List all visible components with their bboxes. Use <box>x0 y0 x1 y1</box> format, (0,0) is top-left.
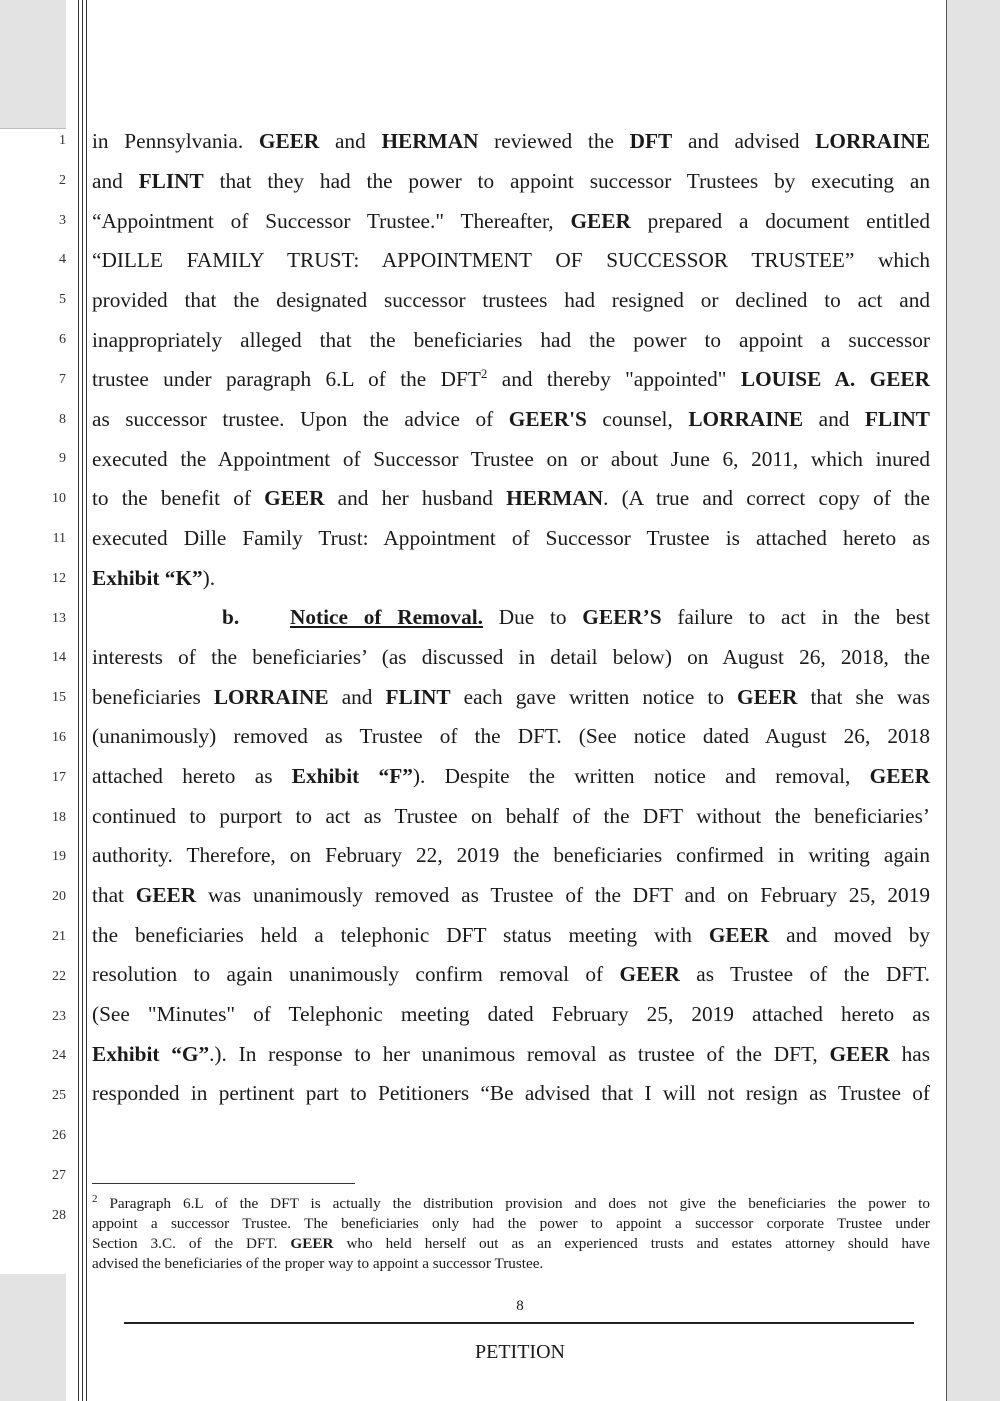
line-number: 25 <box>52 1088 66 1103</box>
footer-rule <box>124 1322 914 1324</box>
footnote-reference: 2 <box>480 366 488 381</box>
body-line-21: the beneficiaries held a telephonic DFT status meeting with GEER and moved by <box>92 923 930 947</box>
body-line-2: and FLINT that they had the power to appoint successor Trustees by executing an <box>92 169 931 193</box>
body-line-17: attached hereto as Exhibit “F”). Despite the written notice and removal, GEER <box>92 764 930 788</box>
line-number: 17 <box>52 770 66 785</box>
line-number: 11 <box>52 531 66 546</box>
body-line-11: executed Dille Family Trust: Appointment of Successor Trustee is attached hereto as <box>92 526 930 550</box>
line-number: 19 <box>52 849 66 864</box>
body-line-5: provided that the designated successor trustees had resigned or declined to act and <box>92 288 930 312</box>
body-line-9: executed the Appointment of Successor Trustee on or about June 6, 2011, which inured <box>92 447 930 471</box>
body-line-6: inappropriately alleged that the beneficiaries had the power to appoint a successor <box>92 328 930 352</box>
line-number: 27 <box>52 1168 66 1183</box>
line-number: 9 <box>59 451 66 466</box>
line-number: 12 <box>52 571 66 586</box>
line-number: 20 <box>52 889 66 904</box>
body-line-1: in Pennsylvania. GEER and HERMAN reviewed the DFT and advised LORRAINE <box>92 129 931 153</box>
body-line-13: b. Notice of Removal. Due to GEER’S failure to act in the best <box>222 605 930 629</box>
body-line-18: continued to purport to act as Trustee on behalf of the DFT without the beneficiaries’ <box>92 804 930 828</box>
line-number: 10 <box>52 491 66 506</box>
left-margin-line <box>82 0 83 1401</box>
body-line-23: (See "Minutes" of Telephonic meeting dated February 25, 2019 attached hereto as <box>92 1002 930 1026</box>
line-number: 6 <box>59 332 66 347</box>
line-number: 18 <box>52 810 66 825</box>
line-number: 8 <box>59 412 66 427</box>
line-number: 15 <box>52 690 66 705</box>
left-margin-line <box>86 0 87 1401</box>
line-number: 3 <box>59 213 66 228</box>
line-number: 7 <box>59 372 66 387</box>
line-number: 28 <box>52 1208 66 1223</box>
section-letter: b. <box>222 605 240 629</box>
left-margin-line <box>78 0 79 1401</box>
line-number: 22 <box>52 969 66 984</box>
body-line-7: trustee under paragraph 6.L of the DFT$^2$ and thereby "appointed" LOUISE A. GEER <box>92 366 930 391</box>
footnote-marker: 2 <box>92 1193 98 1205</box>
line-number: 21 <box>52 929 66 944</box>
body-line-24: Exhibit “G”.). In response to her unanimous removal as trustee of the DFT, GEER has <box>92 1042 930 1066</box>
line-number: 24 <box>52 1048 66 1063</box>
line-number: 26 <box>52 1128 66 1143</box>
body-line-22: resolution to again unanimously confirm removal of GEER as Trustee of the DFT. <box>92 962 930 986</box>
line-number: 4 <box>59 252 66 267</box>
body-line-15: beneficiaries LORRAINE and FLINT each gave written notice to GEER that she was <box>92 685 931 709</box>
footnote-line-1: $^2$ Paragraph 6.L of the DFT is actually the distribution provision and does not give the beneficiaries the power to <box>92 1193 930 1212</box>
footnote-line-2: appoint a successor Trustee. The beneficiaries only had the power to appoint a successor corporate Trustee under <box>92 1215 930 1232</box>
body-line-25: responded in pertinent part to Petitioners “Be advised that I will not resign as Trustee of <box>92 1081 930 1105</box>
footer-title: PETITION <box>475 1341 565 1363</box>
line-number: 13 <box>52 611 66 626</box>
line-number: 2 <box>59 173 66 188</box>
line-number-column <box>40 0 66 1401</box>
right-margin-line <box>946 0 947 1401</box>
body-line-19: authority. Therefore, on February 22, 2019 the beneficiaries confirmed in writing again <box>92 843 930 867</box>
body-line-12: Exhibit “K”). <box>92 566 216 590</box>
body-line-3: “Appointment of Successor Trustee." Thereafter, GEER prepared a document entitled <box>92 209 930 233</box>
body-line-16: (unanimously) removed as Trustee of the DFT. (See notice dated August 26, 2018 <box>92 724 930 748</box>
line-number: 14 <box>52 650 66 665</box>
section-heading: Notice of Removal. <box>290 605 483 629</box>
footnote-separator <box>92 1183 355 1184</box>
body-line-10: to the benefit of GEER and her husband HERMAN. (A true and correct copy of the <box>92 486 930 510</box>
footnote-line-4: advised the beneficiaries of the proper way to appoint a successor Trustee. <box>92 1255 544 1272</box>
line-number: 23 <box>52 1009 66 1024</box>
line-number: 1 <box>59 133 66 148</box>
body-line-8: as successor trustee. Upon the advice of GEER'S counsel, LORRAINE and FLINT <box>92 407 930 431</box>
body-line-14: interests of the beneficiaries’ (as discussed in detail below) on August 26, 2018, the <box>92 645 930 669</box>
body-line-4: “DILLE FAMILY TRUST: APPOINTMENT OF SUCCESSOR TRUSTEE” which <box>92 248 930 272</box>
line-number: 16 <box>52 730 66 745</box>
page-number: 8 <box>516 1298 524 1314</box>
body-line-20: that GEER was unanimously removed as Trustee of the DFT and on February 25, 2019 <box>92 883 930 907</box>
line-number: 5 <box>59 292 66 307</box>
footnote-line-3: Section 3.C. of the DFT. GEER who held herself out as an experienced trusts and estates attorney should have <box>92 1235 930 1252</box>
